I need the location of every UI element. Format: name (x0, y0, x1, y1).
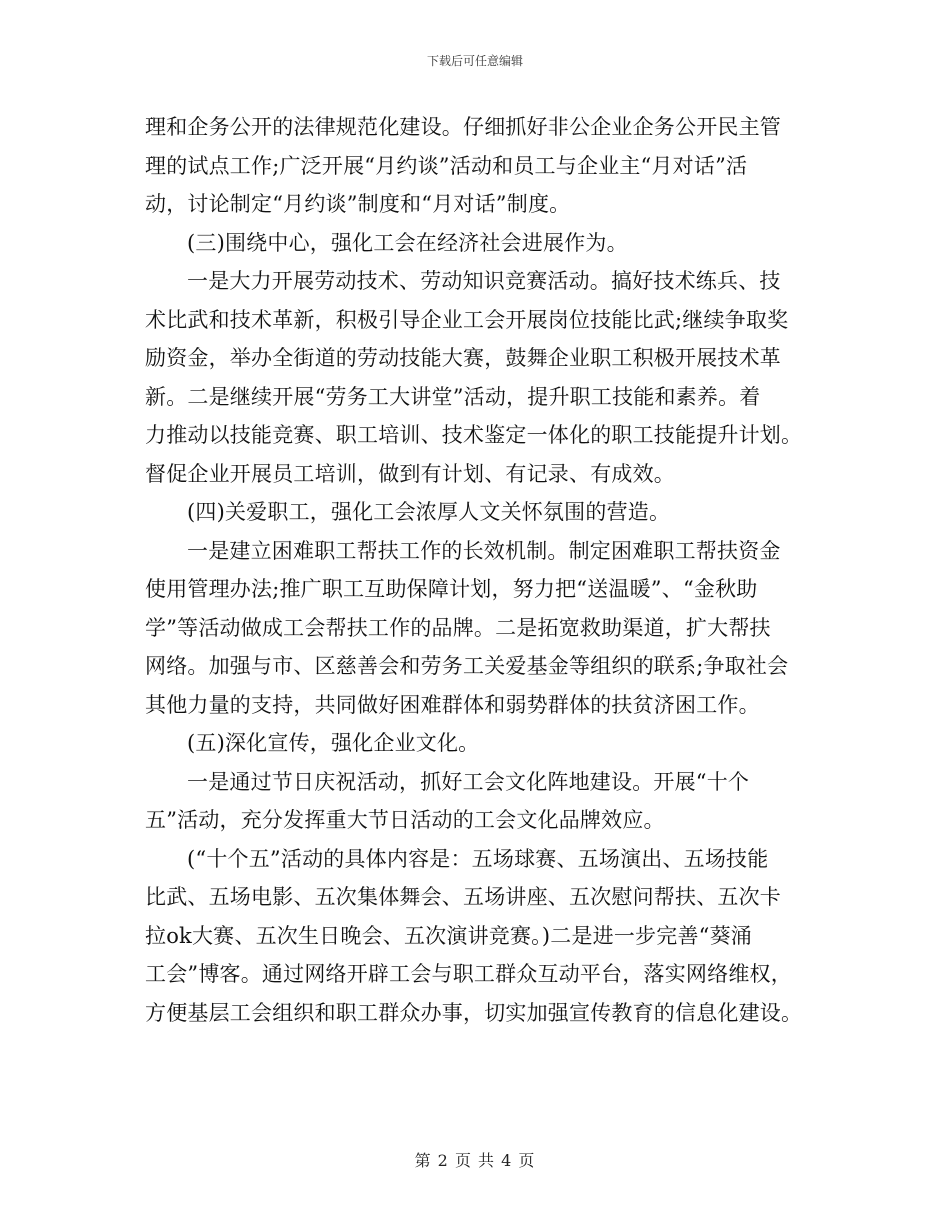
text-line: (三)围绕中心，强化工会在经济社会进展作为。 (187, 230, 628, 255)
text-line: 力推动以技能竞赛、职工培训、技术鉴定一体化的职工技能提升计划。 (145, 423, 803, 447)
page-footer: 第 2 页 共 4 页 (414, 1151, 536, 1170)
text-line: 比武、五场电影、五次集体舞会、五场讲座、五次慰问帮扶、五次卡 (145, 885, 781, 909)
text-line: 一是通过节日庆祝活动，抓好工会文化阵地建设。开展“十个 (187, 769, 750, 794)
text-line: 拉ok大赛、五次生日晚会、五次演讲竞赛。)二是进一步完善“葵涌 (145, 923, 752, 948)
text-line: (四)关爱职工，强化工会浓厚人文关怀氛围的营造。 (187, 500, 671, 524)
text-line: 学”等活动做成工会帮扶工作的品牌。二是拓宽救助渠道，扩大帮扶 (145, 615, 771, 640)
text-line: 使用管理办法;推广职工互助保障计划，努力把“送温暖”、“金秋助 (145, 577, 758, 601)
text-line: 工会”博客。通过网络开辟工会与职工群众互动平台，落实网络维权， (145, 962, 792, 986)
text-line: 理和企务公开的法律规范化建设。仔细抓好非公企业企务公开民主管 (145, 115, 781, 139)
text-line: 理的试点工作;广泛开展“月约谈”活动和员工与企业主“月对话”活 (145, 153, 748, 178)
document-body (145, 108, 813, 1032)
text-line: 一是大力开展劳动技术、劳动知识竞赛活动。搞好技术练兵、技 (187, 269, 781, 293)
text-line: 方便基层工会组织和职工群众办事，切实加强宣传教育的信息化建设。 (145, 1000, 803, 1025)
page-header: 下载后可任意编辑 (426, 54, 523, 68)
text-line: (“十个五”活动的具体内容是：五场球赛、五场演出、五场技能 (187, 846, 769, 871)
text-line: 五”活动，充分发挥重大节日活动的工会文化品牌效应。 (145, 808, 665, 832)
text-line: 网络。加强与市、区慈善会和劳务工关爱基金等组织的联系;争取社会 (145, 654, 789, 678)
text-line: (五)深化宣传，强化企业文化。 (187, 731, 480, 755)
text-line: 术比武和技术革新，积极引导企业工会开展岗位技能比武;继续争取奖 (145, 307, 789, 332)
text-line: 其他力量的支持，共同做好困难群体和弱势群体的扶贫济困工作。 (145, 692, 760, 717)
text-line: 督促企业开展员工培训，做到有计划、有记录、有成效。 (145, 461, 675, 486)
text-line: 一是建立困难职工帮扶工作的长效机制。制定困难职工帮扶资金 (187, 538, 781, 563)
text-line: 新。二是继续开展“劳务工大讲堂”活动，提升职工技能和素养。着 (145, 384, 761, 409)
text-line: 励资金，举办全街道的劳动技能大赛，鼓舞企业职工积极开展技术革 (145, 346, 781, 370)
text-line: 动，讨论制定“月约谈”制度和“月对话”制度。 (145, 192, 571, 216)
